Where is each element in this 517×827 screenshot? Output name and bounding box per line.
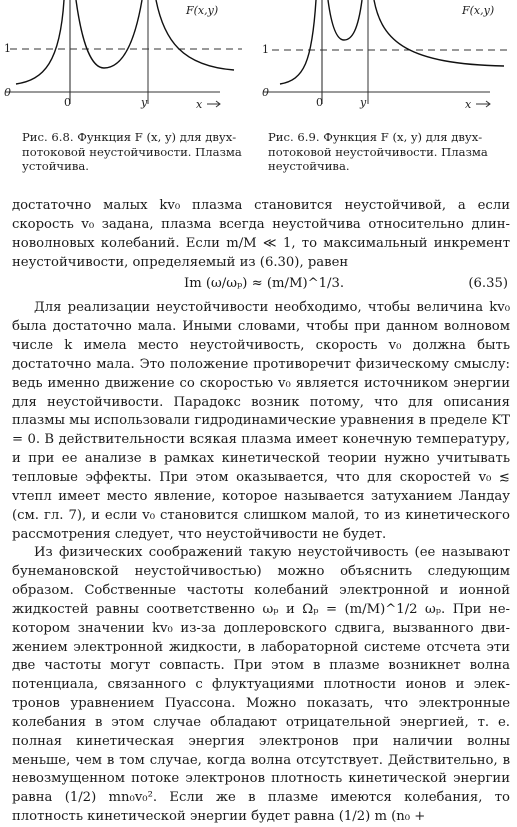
y-axis-label: F(x,y) — [462, 4, 495, 17]
tick-label-zero: 0 — [4, 86, 11, 99]
curve-middle-branch — [76, 0, 142, 68]
paragraph-1: достаточно малых kv₀ плазма становится неустойчивой, а если скорость v₀ задана, плазма всегда неустойчива относительно длинноволновых колебаний. Если m/M ≪ 1, то максимальный инкремент неустойчивости, определяемый из (6.30), равен — [12, 198, 510, 270]
curve-middle-branch — [328, 0, 362, 40]
x-tick-y: y — [360, 96, 367, 109]
figure-6-9-plot — [258, 0, 516, 125]
x-axis-label: x — [196, 98, 203, 111]
figure-6-8 — [4, 0, 242, 125]
figure-6-9 — [258, 0, 516, 125]
paragraph-2: Для реализации неустойчивости необходимо, чтобы величина kv₀ была достаточно мала. Иными словами, чтобы при данном волновом числе k имела место неустойчивость, скорость v₀ должна быть достаточно мала. Это положение противоречит физическому смыслу: ведь именно движение со скоростью v₀ является источником энергии для неустойчивости. Парадокс возник потому, что для описания плазмы мы использовали гидродинамические уравнения в пределе KT = 0. В действительности всякая плазма имеет конечную температуру, и при ее анализе в рамках кинетической теории нужно учитывать тепловые эффекты. При этом оказывается, что для скоростей v₀ ≲ vтепл имеет место явление, которое называется затуханием Ландау (см. гл. 7), и если v₀ становится слишком малой, то из кинетического рассмотрения следует, что неустойчивости не будет. — [12, 300, 510, 542]
equation-6-35 — [12, 275, 510, 297]
paragraph-3: Из физических соображений такую неустойчивость (ее называют бунемановской неустойчивостью) можно объяснить следующим образом. Собственные частоты колебаний электронной и ионной жидкостей равны соответственно ωₚ и Ωₚ = (m/M)^1/2 ωₚ. При некотором значении kv₀ из-за доплеровского сдвига, вызванного движением электронной жидкости, в лабораторной системе отсчета эти две частоты могут совпасть. При этом в плазме возникнет волна потенциала, связанного с флуктуациями плотности ионов и электронов уравнением Пуассона. Можно показать, что электронные колебания в этом случае обладают отрицательной энергией, т. е. полная кинетическая энергия электронов при наличии волны меньше, чем в том случае, когда волна отсутствует. Действительно, в невозмущенном потоке электронов плотность кинетической энергии равна (1/2) mn₀v₀². Если же в плазме имеются колебания, то плотность кинетической энергии будет равна (1/2) m (n₀ + — [12, 545, 510, 825]
x-tick-y: y — [141, 96, 148, 109]
tick-label-zero: 0 — [262, 86, 269, 99]
tick-label-one: 1 — [4, 42, 11, 55]
equation-formula: Im (ω/ωₚ) ≈ (m/M)^1/3. — [184, 276, 345, 292]
figure-6-8-caption: Рис. 6.8. Функция F (x, y) для двухпотоковой неустойчивости. Плазма устойчива. — [22, 130, 242, 173]
figure-6-9-caption: Рис. 6.9. Функция F (x, y) для двухпотоковой неустойчивости. Плазма неустойчива. — [268, 130, 488, 173]
tick-label-one: 1 — [262, 43, 269, 56]
x-tick-zero: 0 — [64, 96, 71, 109]
x-axis-label: x — [465, 98, 472, 111]
x-tick-zero: 0 — [316, 96, 323, 109]
curve-left-branch — [280, 0, 316, 84]
body-text — [12, 197, 510, 827]
y-axis-label: F(x,y) — [186, 4, 219, 17]
equation-number: (6.35) — [468, 276, 508, 292]
curve-left-branch — [16, 0, 64, 84]
figure-6-8-plot — [4, 0, 242, 125]
